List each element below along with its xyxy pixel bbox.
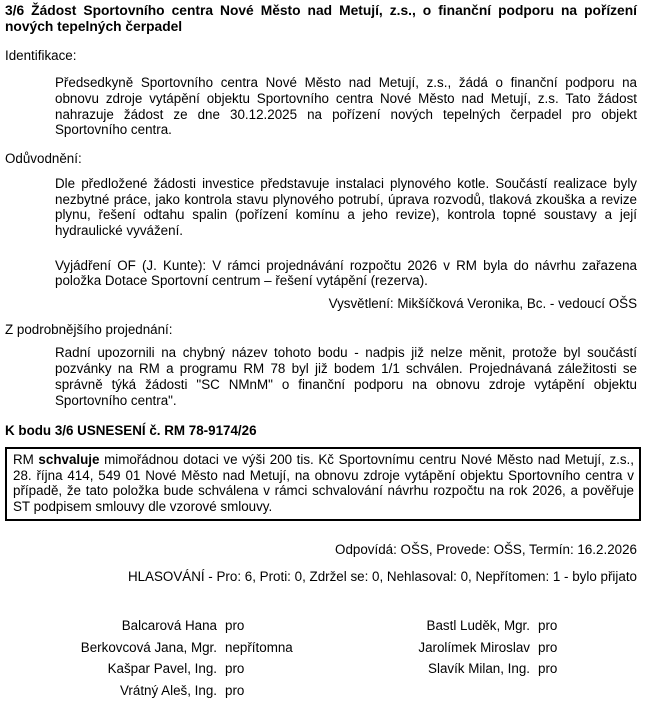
vote-row — [5, 615, 325, 637]
voter-name: Jarolímek Miroslav — [418, 639, 530, 655]
responsibility-line: Odpovídá: OŠS, Provede: OŠS, Termín: 16.2.2026 — [335, 541, 637, 557]
voter-vote: nepřítomna — [225, 639, 293, 655]
vote-row — [325, 637, 557, 659]
explanation-line: Vysvětlení: Mikšíčková Veronika, Bc. - vedoucí OŠS — [328, 296, 637, 312]
section-label-discussion: Z podrobnějšího projednání: — [5, 321, 173, 337]
section-label-justification: Odůvodnění: — [5, 151, 82, 167]
identification-paragraph: Předsedkyně Sportovního centra Nové Město nad Metují, z.s., žádá o finanční podporu na obnovu zdroje vytápění objektu Sportovního centra Nové Město nad Metují, z.s. Tato žádost nahrazuje žádost ze dne 30.12.2025 na pořízení nových tepelných čerpadel pro objekt Sportovního centra. — [55, 75, 637, 138]
voter-vote: pro — [225, 618, 245, 634]
resolution-heading: K bodu 3/6 USNESENÍ č. RM 78-9174/26 — [5, 423, 257, 439]
voting-summary-line: HLASOVÁNÍ - Pro: 6, Proti: 0, Zdržel se: 0, Nehlasoval: 0, Nepřítomen: 1 - bylo přijato — [127, 569, 637, 585]
voter-name: Balcarová Hana — [121, 618, 217, 634]
voting-table — [5, 615, 637, 701]
resolution-prefix: RM — [13, 451, 34, 467]
voter-name: Kašpar Pavel, Ing. — [107, 661, 217, 677]
voter-name: Bastl Luděk, Mgr. — [426, 618, 530, 634]
voter-vote: pro — [225, 661, 245, 677]
resolution-verb: schvaluje — [38, 451, 100, 467]
voter-vote: pro — [538, 618, 558, 634]
resolution-text: mimořádnou dotaci ve výši 200 tis. Kč Sportovnímu centru Nové Město nad Metují, z.s., 28. října 414, 549 01 Nové Město nad Metují, na obnovu zdroje vytápění objektu Sportovního centra v případě, že tato položka bude schválena v rámci schvalování návrhu rozpočtu na rok 2026, a pověřuje ST podpisem smlouvy dle vzorové smlouvy. — [13, 451, 634, 515]
voting-column-right — [325, 615, 557, 701]
finance-statement-paragraph: Vyjádření OF (J. Kunte): V rámci projednávání rozpočtu 2026 v RM byla do návrhu zařazena položka Dotace Sportovní centrum – řešení vytápění (rezerva). — [55, 257, 637, 289]
justification-paragraph: Dle předložené žádosti investice představuje instalaci plynového kotle. Součástí realizace byly nezbytné práce, jako kontrola stavu plynového potrubí, úprava rozvodů, tlaková zkouška a revize plynu, řešení odtahu spalin (pořízení komínu a jeho revize), kontrola topné soustavy a její hydraulické vyvážení. — [55, 175, 637, 238]
vote-row — [5, 680, 325, 701]
voter-vote: pro — [225, 682, 245, 698]
vote-row — [325, 615, 557, 637]
voter-name: Slavík Milan, Ing. — [428, 661, 530, 677]
resolution-box — [5, 447, 641, 521]
agenda-item-title: 3/6 Žádost Sportovního centra Nové Město nad Metují, z.s., o finanční podporu na pořízení nových tepelných čerpadel — [5, 3, 637, 34]
voter-vote: pro — [538, 639, 558, 655]
voter-name: Berkovcová Jana, Mgr. — [80, 639, 217, 655]
discussion-paragraph: Radní upozornili na chybný název tohoto bodu - nadpis již nelze měnit, protože byl součástí pozvánky na RM a programu RM 78 byl již bodem 1/1 schválen. Projednávaná záležitosti se správně týká žádosti "SC NMnM" o finanční podporu na obnovu zdroje vytápění objektu Sportovního centra". — [55, 345, 637, 408]
voter-vote: pro — [538, 661, 558, 677]
vote-row — [5, 658, 325, 680]
voting-column-left — [5, 615, 325, 701]
voter-name: Vrátný Aleš, Ing. — [119, 682, 217, 698]
vote-row — [5, 637, 325, 659]
section-label-identification: Identifikace: — [5, 47, 77, 63]
vote-row — [325, 658, 557, 680]
